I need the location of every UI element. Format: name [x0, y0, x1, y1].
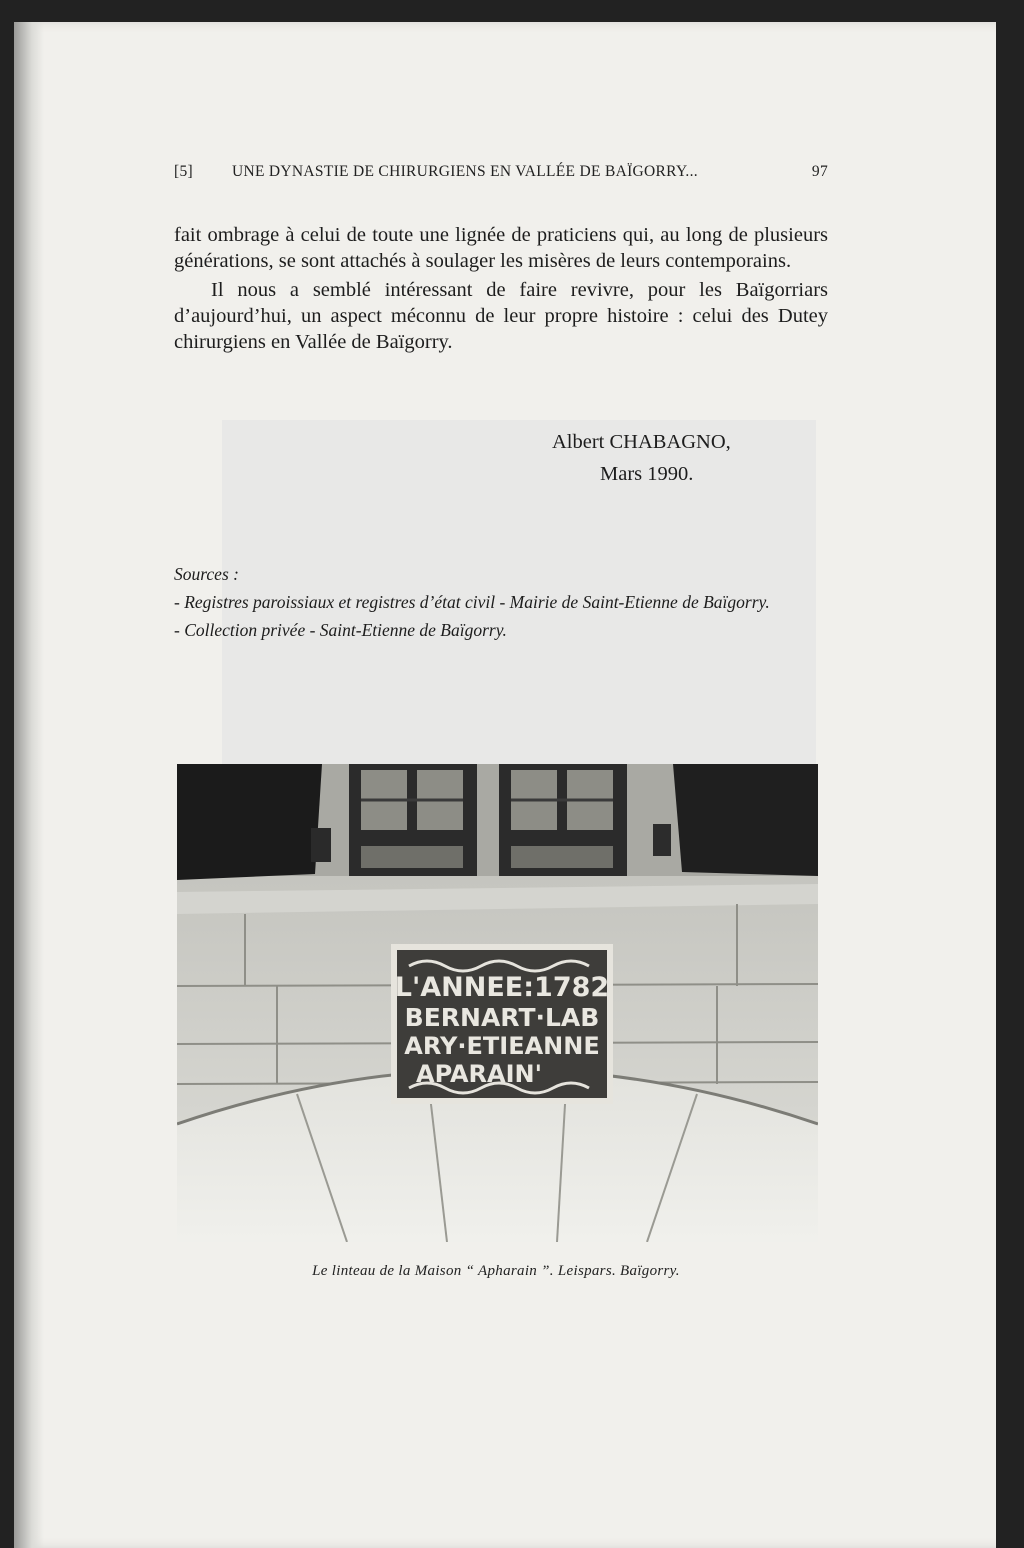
plaque-line: L'ANNEE:1782	[394, 972, 610, 1003]
running-header	[174, 163, 828, 187]
signature-date: Mars 1990.	[600, 463, 694, 485]
author-name: Albert CHABAGNO,	[552, 431, 731, 453]
source-item: - Collection privée - Saint-Etienne de Baïgorry.	[174, 620, 507, 640]
source-item: - Registres paroissiaux et registres d’état civil - Mairie de Saint-Etienne de Baïgorry.	[174, 592, 770, 612]
section-number: [5]	[174, 163, 193, 180]
lintel-photograph	[177, 764, 818, 1242]
signature-block	[552, 426, 802, 490]
running-title: UNE DYNASTIE DE CHIRURGIENS EN VALLÉE DE BAÏGORRY...	[232, 163, 698, 180]
photo-caption: Le linteau de la Maison “ Apharain ”. Leispars. Baïgorry.	[312, 1263, 680, 1279]
paragraph-2: Il nous a semblé intéressant de faire revivre, pour les Baïgorriars d’aujourd’hui, un aspect méconnu de leur propre histoire : celui des Dutey chirurgiens en Vallée de Baïgorry.	[174, 279, 828, 353]
sources-block	[174, 560, 854, 644]
lintel-photo-illustration	[177, 764, 818, 1242]
plaque-line: APARAIN'	[416, 1060, 542, 1088]
plaque-line: ARY·ETIEANNE	[404, 1032, 600, 1060]
sources-heading: Sources :	[174, 564, 239, 584]
paragraph-1: fait ombrage à celui de toute une lignée de praticiens qui, au long de plusieurs générations, se sont attachés à soulager les misères de leurs contemporains.	[174, 224, 828, 272]
body-text	[174, 222, 828, 355]
page-number: 97	[811, 163, 828, 180]
plaque-line: BERNART·LAB	[404, 1003, 600, 1032]
page-gutter	[14, 22, 44, 1548]
